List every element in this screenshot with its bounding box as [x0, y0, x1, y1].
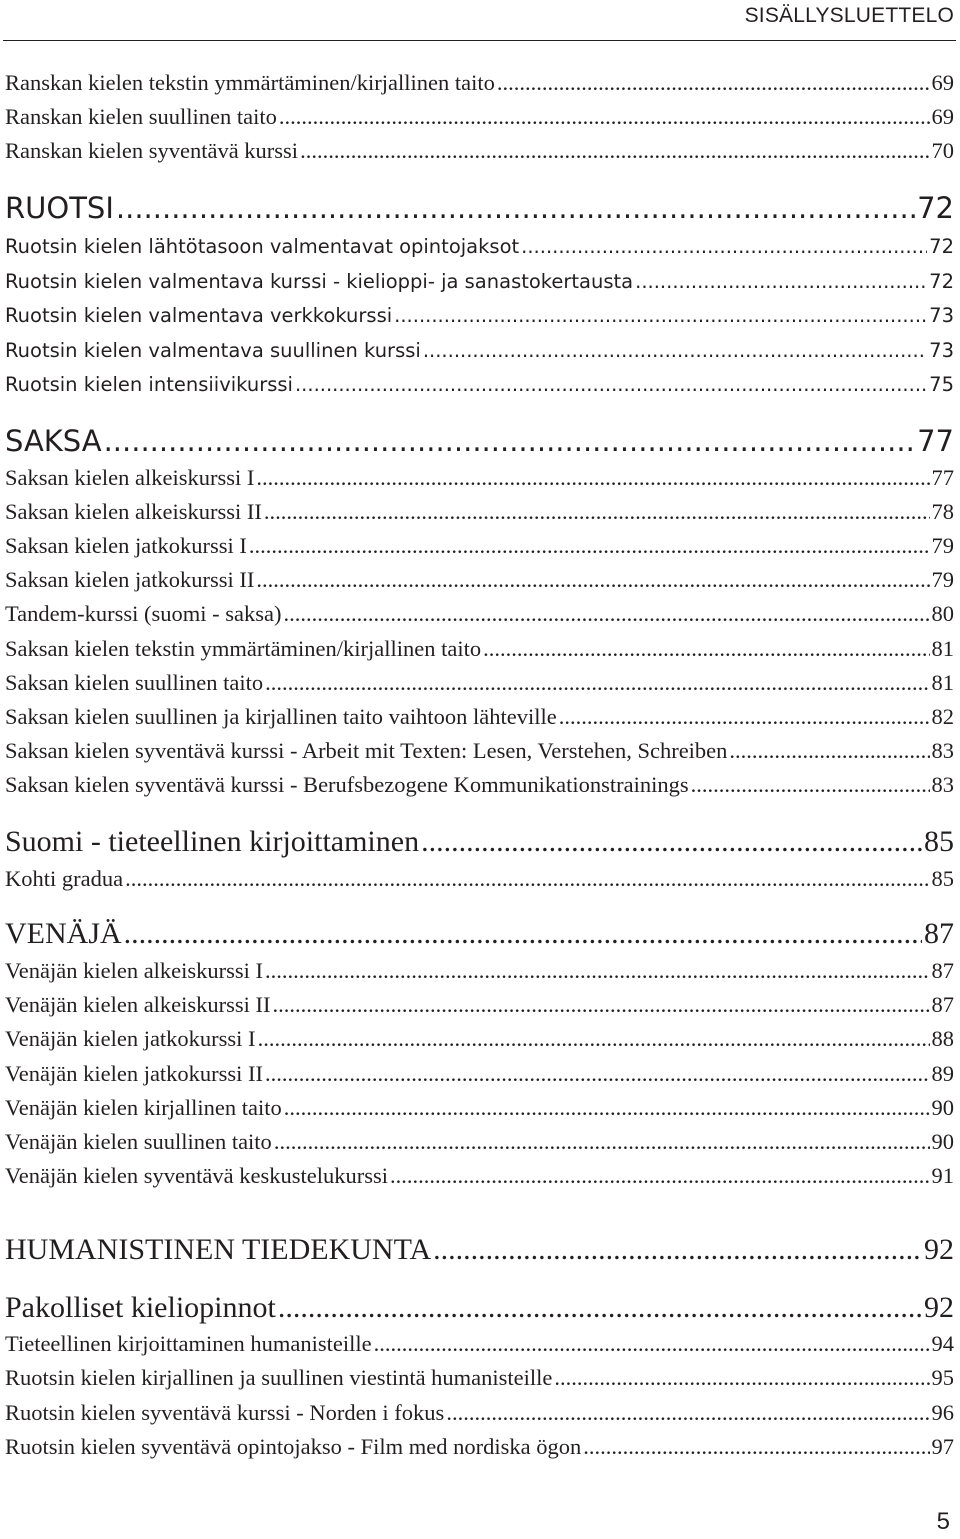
toc-leader-dots [265, 1061, 929, 1087]
toc-entry-title: Venäjän kielen jatkokurssi II [5, 1061, 264, 1086]
toc-leader-dots [559, 704, 930, 730]
toc-entry-page: 80 [931, 601, 954, 626]
toc-entry[interactable] [5, 636, 954, 662]
toc-entry-page: 97 [931, 1434, 954, 1459]
toc-leader-dots [583, 1434, 929, 1460]
toc-entry[interactable] [5, 1400, 954, 1426]
toc-entry-page: 87 [931, 958, 954, 983]
toc-entry-title: RUOTSI [5, 191, 114, 225]
toc-entry[interactable] [5, 138, 954, 164]
toc-entry-title: Ruotsin kielen syventävä kurssi - Norden i fokus [5, 1400, 445, 1425]
header-rule [3, 40, 956, 41]
toc-entry-page: 75 [929, 373, 954, 396]
toc-leader-dots [446, 1400, 929, 1426]
toc-entry[interactable] [5, 1095, 954, 1121]
toc-entry[interactable] [5, 670, 954, 696]
toc-entry-page: 72 [917, 191, 954, 225]
page-number: 5 [936, 1508, 950, 1535]
toc-entry-page: 77 [917, 424, 954, 458]
toc-entry-title: Saksan kielen suullinen taito [5, 670, 264, 695]
toc-leader-dots [635, 270, 927, 293]
toc-entry[interactable] [5, 235, 954, 258]
toc-entry[interactable] [5, 70, 954, 96]
toc-entry-title: Saksan kielen alkeiskurssi I [5, 465, 255, 490]
toc-leader-dots [554, 1365, 929, 1391]
toc-section-heading[interactable] [5, 424, 954, 458]
toc-entry-page: 70 [931, 138, 954, 163]
toc-leader-dots [278, 1291, 922, 1325]
toc-leader-dots [284, 1095, 930, 1121]
toc-entry-page: 88 [931, 1026, 954, 1051]
toc-entry[interactable] [5, 304, 954, 327]
toc-entry-title: Ruotsin kielen intensiivikurssi [5, 373, 293, 396]
toc-entry-title: Saksan kielen alkeiskurssi II [5, 499, 262, 524]
toc-entry-page: 79 [931, 567, 954, 592]
toc-entry[interactable] [5, 992, 954, 1018]
toc-entry-title: Ruotsin kielen kirjallinen ja suullinen viestintä humanisteille [5, 1365, 553, 1390]
toc-entry-page: 73 [929, 304, 954, 327]
toc-entry[interactable] [5, 373, 954, 396]
toc-entry-page: 78 [931, 499, 954, 524]
header-title: SISÄLLYSLUETTELO [744, 4, 954, 27]
toc-entry[interactable] [5, 1061, 954, 1087]
toc-leader-dots [273, 992, 930, 1018]
toc-entry[interactable] [5, 601, 954, 627]
toc-entry-title: Ranskan kielen tekstin ymmärtäminen/kirjallinen taito [5, 70, 495, 95]
toc-entry-page: 79 [931, 533, 954, 558]
toc-entry[interactable] [5, 533, 954, 559]
toc-leader-dots [284, 601, 930, 627]
toc-entry-page: 77 [931, 465, 954, 490]
toc-entry-title: VENÄJÄ [5, 917, 122, 950]
toc-entry-title: Saksan kielen syventävä kurssi - Arbeit mit Texten: Lesen, Verstehen, Schreiben [5, 738, 728, 763]
toc-entry-title: Ruotsin kielen valmentava verkkokurssi [5, 304, 393, 327]
toc-entry-page: 83 [931, 772, 954, 797]
toc-entry-page: 69 [931, 70, 954, 95]
toc-entry[interactable] [5, 772, 954, 798]
toc-section-heading[interactable] [5, 1291, 954, 1325]
toc-leader-dots [295, 373, 927, 396]
toc-entry-page: 91 [931, 1163, 954, 1188]
toc-entry-title: Ruotsin kielen lähtötasoon valmentavat opintojaksot [5, 235, 520, 258]
toc-entry[interactable] [5, 1365, 954, 1391]
toc-entry[interactable] [5, 738, 954, 764]
toc-leader-dots [433, 1233, 922, 1267]
toc-leader-dots [256, 465, 929, 491]
toc-entry-title: Tandem-kurssi (suomi - saksa) [5, 601, 282, 626]
toc-entry-title: HUMANISTINEN TIEDEKUNTA [5, 1233, 432, 1266]
toc-leader-dots [423, 339, 927, 362]
toc-entry[interactable] [5, 1129, 954, 1155]
toc-entry-title: Saksan kielen suullinen ja kirjallinen taito vaihtoon lähteville [5, 704, 557, 729]
toc-leader-dots [394, 304, 927, 327]
toc-entry-title: Tieteellinen kirjoittaminen humanisteille [5, 1331, 372, 1356]
toc-leader-dots [691, 772, 930, 798]
toc-entry-title: Venäjän kielen syventävä keskustelukurssi [5, 1163, 389, 1188]
toc-leader-dots [390, 1163, 929, 1189]
toc-entry-page: 72 [929, 235, 954, 258]
toc-entry[interactable] [5, 1331, 954, 1357]
toc-entry[interactable] [5, 104, 954, 130]
toc-entry-page: 87 [924, 917, 954, 950]
toc-entry-page: 87 [931, 992, 954, 1017]
toc-entry[interactable] [5, 958, 954, 984]
toc-entry-title: Saksan kielen syventävä kurssi - Berufsbezogene Kommunikationstrainings [5, 772, 689, 797]
toc-entry[interactable] [5, 704, 954, 730]
toc-entry[interactable] [5, 499, 954, 525]
toc-entry-title: Pakolliset kieliopinnot [5, 1291, 276, 1324]
toc-entry-title: Saksan kielen jatkokurssi I [5, 533, 247, 558]
toc-leader-dots [279, 104, 930, 130]
toc-entry[interactable] [5, 465, 954, 491]
toc-entry-page: 69 [931, 104, 954, 129]
toc-leader-dots [421, 825, 922, 859]
toc-entry-page: 94 [931, 1331, 954, 1356]
toc-leader-dots [729, 738, 929, 764]
toc-leader-dots [265, 670, 929, 696]
toc-entry-title: Ranskan kielen suullinen taito [5, 104, 277, 129]
toc-entry-page: 85 [924, 825, 954, 858]
toc-entry-page: 72 [929, 270, 954, 293]
toc-entry-title: Kohti gradua [5, 866, 124, 891]
toc-entry-title: Suomi - tieteellinen kirjoittaminen [5, 825, 420, 858]
toc-entry-page: 96 [931, 1400, 954, 1425]
toc-entry-title: Venäjän kielen alkeiskurssi II [5, 992, 271, 1017]
toc-leader-dots [104, 424, 916, 458]
toc-entry-title: Ruotsin kielen valmentava kurssi - kielioppi- ja sanastokertausta [5, 270, 634, 293]
toc-leader-dots [116, 191, 915, 225]
toc-entry-page: 82 [931, 704, 954, 729]
toc-leader-dots [483, 636, 929, 662]
toc-entry-page: 85 [931, 866, 954, 891]
toc-leader-dots [256, 567, 929, 593]
toc-leader-dots [274, 1129, 930, 1155]
toc-leader-dots [249, 533, 930, 559]
toc-entry-page: 90 [931, 1095, 954, 1120]
toc-entry[interactable] [5, 866, 954, 892]
toc-entry-page: 81 [931, 670, 954, 695]
toc-entry-page: 83 [931, 738, 954, 763]
toc-leader-dots [125, 866, 929, 892]
toc-entry-title: Venäjän kielen jatkokurssi I [5, 1026, 256, 1051]
toc-entry-title: Venäjän kielen kirjallinen taito [5, 1095, 282, 1120]
toc-entry-page: 81 [931, 636, 954, 661]
toc-leader-dots [300, 138, 929, 164]
toc-section-heading[interactable] [5, 191, 954, 225]
toc-entry-title: Ruotsin kielen syventävä opintojakso - Film med nordiska ögon [5, 1434, 582, 1459]
toc-leader-dots [264, 499, 930, 525]
toc-entry-page: 73 [929, 339, 954, 362]
toc-leader-dots [497, 70, 930, 96]
toc-entry-title: Saksan kielen jatkokurssi II [5, 567, 255, 592]
toc-entry[interactable] [5, 1026, 954, 1052]
toc-entry-page: 89 [931, 1061, 954, 1086]
toc-entry-title: Saksan kielen tekstin ymmärtäminen/kirjallinen taito [5, 636, 482, 661]
toc-entry-title: Ruotsin kielen valmentava suullinen kurssi [5, 339, 421, 362]
toc-entry-page: 92 [924, 1291, 954, 1324]
toc-entry[interactable] [5, 1434, 954, 1460]
toc-entry-title: SAKSA [5, 424, 102, 458]
toc-section-heading[interactable] [5, 1233, 954, 1267]
toc-entry[interactable] [5, 1163, 954, 1189]
toc-leader-dots [265, 958, 929, 984]
toc-entry-page: 92 [924, 1233, 954, 1266]
toc-leader-dots [124, 917, 922, 951]
toc-section-heading[interactable] [5, 825, 954, 859]
toc-entry-title: Venäjän kielen suullinen taito [5, 1129, 272, 1154]
toc-leader-dots [374, 1331, 930, 1357]
toc-entry[interactable] [5, 567, 954, 593]
toc-entry-title: Ranskan kielen syventävä kurssi [5, 138, 299, 163]
toc-entry-page: 95 [931, 1365, 954, 1390]
toc-leader-dots [258, 1026, 930, 1052]
toc-entry-title: Venäjän kielen alkeiskurssi I [5, 958, 264, 983]
toc-entry-page: 90 [931, 1129, 954, 1154]
toc-leader-dots [521, 235, 927, 258]
toc-entry[interactable] [5, 339, 954, 362]
toc-section-heading[interactable] [5, 917, 954, 951]
toc-entry[interactable] [5, 270, 954, 293]
